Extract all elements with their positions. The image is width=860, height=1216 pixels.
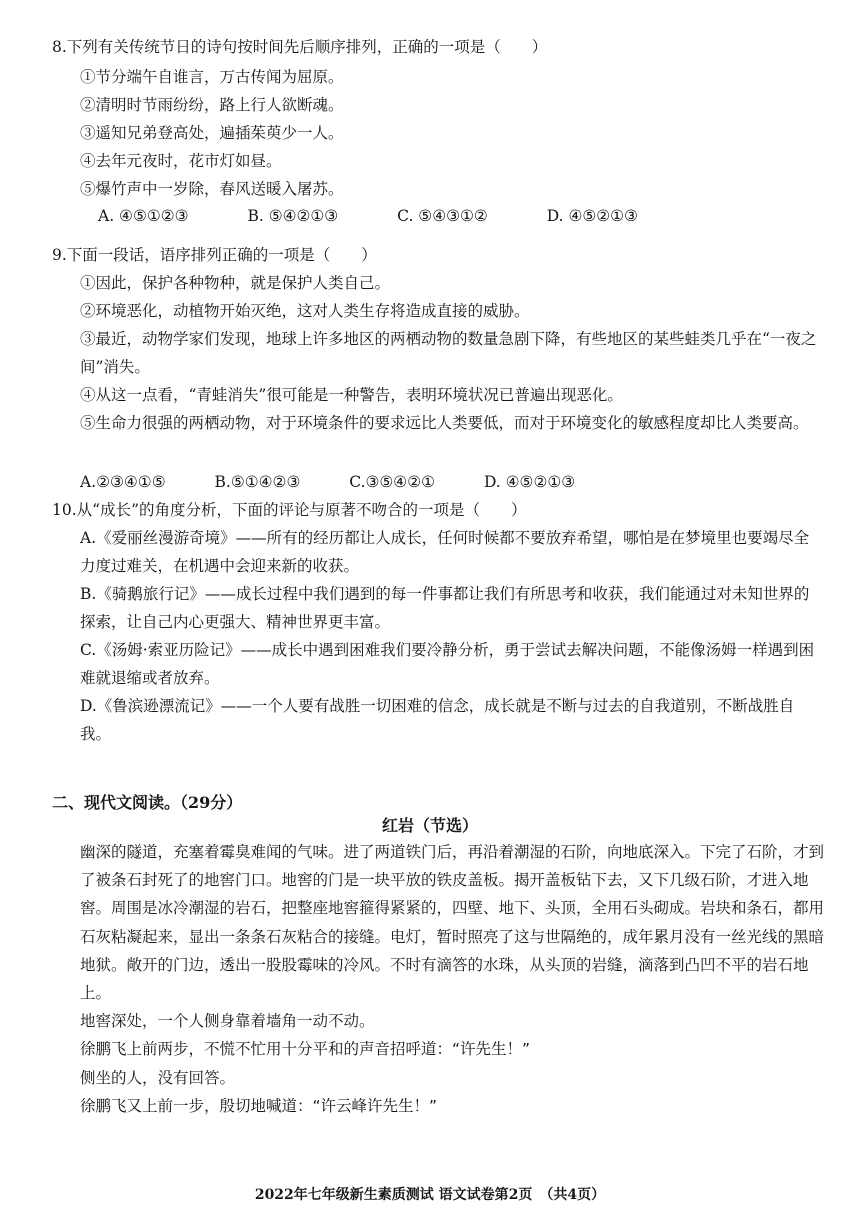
q10-option-b: [52, 580, 820, 636]
page-footer: 2022年七年级新生素质测试 语文试卷第2页 （共4页）: [254, 1187, 606, 1203]
q9-item: [52, 325, 820, 381]
q10-option-text: D.《鲁滨逊漂流记》——一个人要有战胜一切困难的信念，成长就是不断与过去的自我道别，不断战胜自我。: [80, 697, 795, 744]
q9-option-b: B.⑤①④②③: [214, 473, 301, 491]
q9-item: [52, 409, 820, 437]
passage-title: 红岩（节选）: [381, 816, 478, 835]
q8-option-c: C. ⑤④③①②: [397, 207, 488, 225]
q9-option-d: D. ④⑤②①③: [483, 473, 576, 491]
passage-body: [52, 838, 826, 1120]
section-heading: 二、现代文阅读。（29分）: [52, 793, 243, 812]
q9-stem: 9.下面一段话，语序排列正确的一项是（ ）: [52, 246, 377, 264]
q10-option-text: C.《汤姆·索亚历险记》——成长中遇到困难我们要冷静分析，勇于尝试去解决问题，不能像汤姆一样遇到困难就退缩或者放弃。: [80, 641, 815, 688]
q9-item-text: ⑤生命力很强的两栖动物，对于环境条件的要求远比人类要低，而对于环境变化的敏感程度却比人类要高。: [80, 414, 809, 432]
q8-option-b: B. ⑤④②①③: [247, 207, 339, 225]
q9-item: ②环境恶化，动植物开始灭绝，这对人类生存将造成直接的威胁。: [80, 302, 530, 320]
q9-item-text: ③最近，动物学家们发现，地球上许多地区的两栖动物的数量急剧下降，有些地区的某些蛙类几乎在“一夜之间”消失。: [80, 330, 817, 377]
q10-option-a: [52, 524, 820, 580]
q8-item: ④去年元夜时，花市灯如昼。: [80, 152, 282, 170]
q8-item: ③遥知兄弟登高处，遍插茱萸少一人。: [80, 124, 344, 142]
q10-option-c: [52, 636, 820, 692]
q10-option-d: [52, 692, 820, 748]
q10-option-text: B.《骑鹅旅行记》——成长过程中我们遇到的每一件事都让我们有所思考和收获，我们能通过对未知世界的探索，让自己内心更强大、精神世界更丰富。: [80, 585, 810, 632]
q9-item: ④从这一点看，“青蛙消失”很可能是一种警告，表明环境状况已普遍出现恶化。: [80, 386, 623, 404]
q9-item: ①因此，保护各种物种，就是保护人类自己。: [80, 274, 391, 292]
q8-option-d: D. ④⑤②①③: [546, 207, 638, 225]
passage-paragraph: 徐鹏飞上前两步，不慌不忙用十分平和的声音招呼道：“许先生！”: [80, 1040, 531, 1059]
passage-paragraph: 徐鹏飞又上前一步，殷切地喊道：“许云峰许先生！”: [80, 1096, 438, 1115]
q10-option-text: A.《爱丽丝漫游奇境》——所有的经历都让人成长，任何时候都不要放弃希望，哪怕是在梦境里也要竭尽全力度过难关，在机遇中会迎来新的收获。: [80, 529, 810, 576]
q8-item: ⑤爆竹声中一岁除，春风送暖入屠苏。: [80, 180, 344, 198]
q8-stem: 8.下列有关传统节日的诗句按时间先后顺序排列，正确的一项是（ ）: [52, 38, 548, 56]
q9-option-c: C.③⑤④②①: [349, 473, 435, 491]
q8-item: ①节分端午自谁言，万古传闻为屈原。: [80, 68, 344, 86]
passage-paragraph: 幽深的隧道，充塞着霉臭难闻的气味。进了两道铁门后，再沿着潮湿的石阶，向地底深入。下完了石阶，才到了被条石封死了的地窖门口。地窖的门是一块平放的铁皮盖板。揭开盖板钻下去，又下几级石阶，才进入地窖。周围是冰冷潮湿的岩石，把整座地窖箍得紧紧的，四壁、地下、头顶，全用石头砌成。岩块和条石，都用石灰粘凝起来，显出一条条石灰粘合的接缝。电灯，暂时照亮了这与世隔绝的，成年累月没有一丝光线的黑暗地狱。敞开的门边，透出一股股霉味的冷风。不时有滴答的水珠，从头顶的岩缝，滴落到凸凹不平的岩石地上。: [80, 843, 825, 1003]
q9-option-a: A.②③④①⑤: [80, 473, 166, 491]
q8-options: [98, 207, 692, 225]
q10-stem: 10.从“成长”的角度分析，下面的评论与原著不吻合的一项是（ ）: [52, 501, 527, 519]
q9-options: [80, 473, 629, 491]
q8-option-a: A. ④⑤①②③: [98, 207, 189, 225]
passage-paragraph: 侧坐的人，没有回答。: [80, 1068, 236, 1087]
passage-paragraph: 地窖深处，一个人侧身靠着墙角一动不动。: [80, 1012, 375, 1031]
q8-item: ②清明时节雨纷纷，路上行人欲断魂。: [80, 96, 344, 114]
